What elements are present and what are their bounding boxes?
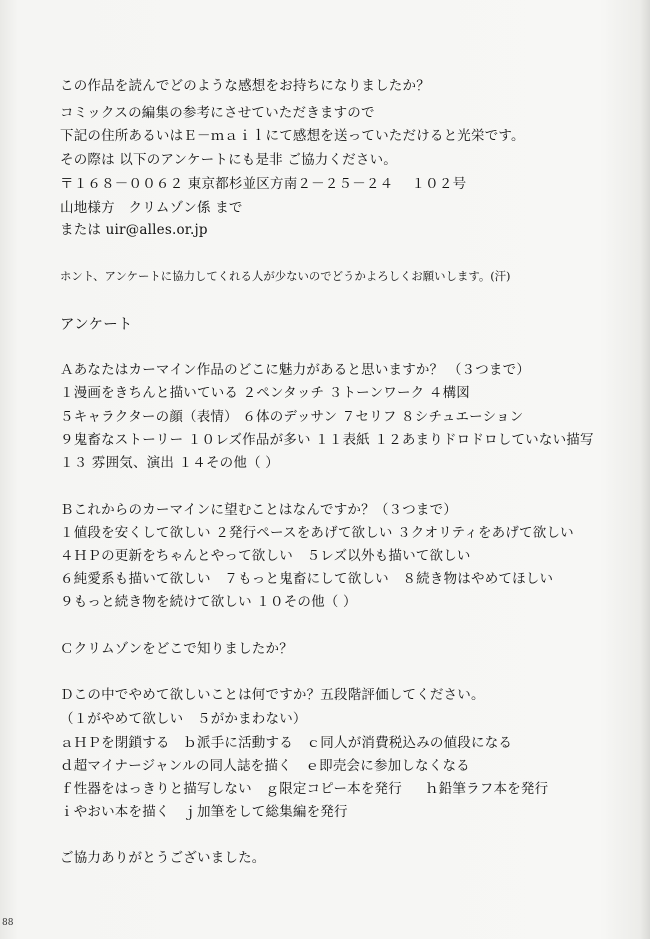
question-a-prompt: Ａあなたはカーマイン作品のどこに魅力があると思いますか？ （３つまで） — [60, 362, 531, 378]
request-note: ホント、アンケートに協力してくれる人が少ないのでどうかよろしくお願いします。(汗) — [60, 269, 511, 283]
question-d-scale: （１がやめて欲しい ５がかまわない） — [60, 711, 307, 727]
question-a-options-row-2: ５キャラクターの顔（表情） ６体のデッサン ７セリフ ８シチュエーション — [60, 409, 524, 425]
question-b-options-row-4: ９もっと続き物を続けて欲しい １０その他（ ） — [60, 594, 357, 610]
intro-line-2: コミックスの編集の参考にさせていただきますので — [60, 105, 375, 121]
page-number: 88 — [2, 918, 14, 928]
intro-line-3: 下記の住所あるいはＥ－ｍａｉｌにて感想を送っていただけると光栄です。 — [60, 128, 525, 144]
question-a-options-row-3: ９鬼畜なストーリー １０レズ作品が多い １１表紙 １２あまりドロドロしていない描写 — [60, 432, 594, 448]
closing-thanks: ご協力ありがとうございました。 — [60, 850, 266, 866]
question-b-prompt: Ｂこれからのカーマインに望むことはなんですか？（３つまで） — [60, 502, 458, 518]
intro-line-4: その際は 以下のアンケートにも是非 ご協力ください。 — [60, 152, 397, 168]
question-d-options-row-2: ｄ超マイナージャンルの同人誌を描く ｅ即売会に参加しなくなる — [60, 758, 470, 774]
question-b-options-row-1: １値段を安くして欲しい ２発行ペースをあげて欲しい ３クオリティをあげて欲しい — [60, 525, 574, 541]
question-b-options-row-3: ６純愛系も描いて欲しい ７もっと鬼畜にして欲しい ８続き物はやめてほしい — [60, 571, 554, 587]
question-d-options-row-4: ｉやおい本を描く ｊ加筆をして総集編を発行 — [60, 804, 348, 820]
question-d-options-row-3b: ｈ鉛筆ラフ本を発行 — [425, 781, 549, 797]
question-d-prompt: Ｄこの中でやめて欲しいことは何ですか？五段階評価してください。 — [60, 687, 485, 703]
address-attention: 山地様方 クリムゾン係 まで — [60, 200, 243, 216]
question-c-prompt: Ｃクリムゾンをどこで知りましたか？ — [60, 641, 293, 657]
survey-title: アンケート — [60, 317, 133, 333]
email-line: または uir@alles.or.jp — [60, 222, 208, 238]
intro-line-1: この作品を読んでどのような感想をお持ちになりましたか？ — [60, 78, 430, 94]
question-d-options-row-1: ａＨＰを閉鎖する ｂ派手に活動する ｃ同人が消費税込みの値段になる — [60, 735, 513, 751]
question-a-options-row-1: １漫画をきちんと描いている ２ペンタッチ ３トーンワーク ４構図 — [60, 385, 470, 401]
question-d-options-row-3a: ｆ性器をはっきりと描写しない ｇ限定コピー本を発行 — [60, 781, 402, 797]
mailing-address: 〒１６８－００６２ 東京都杉並区方南２－２５－２４ １０２号 — [60, 176, 467, 192]
question-a-options-row-4: １３ 雰囲気、演出 １４その他（ ） — [60, 455, 279, 471]
question-b-options-row-2: ４ＨＰの更新をちゃんとやって欲しい ５レズ以外も描いて欲しい — [60, 548, 471, 564]
